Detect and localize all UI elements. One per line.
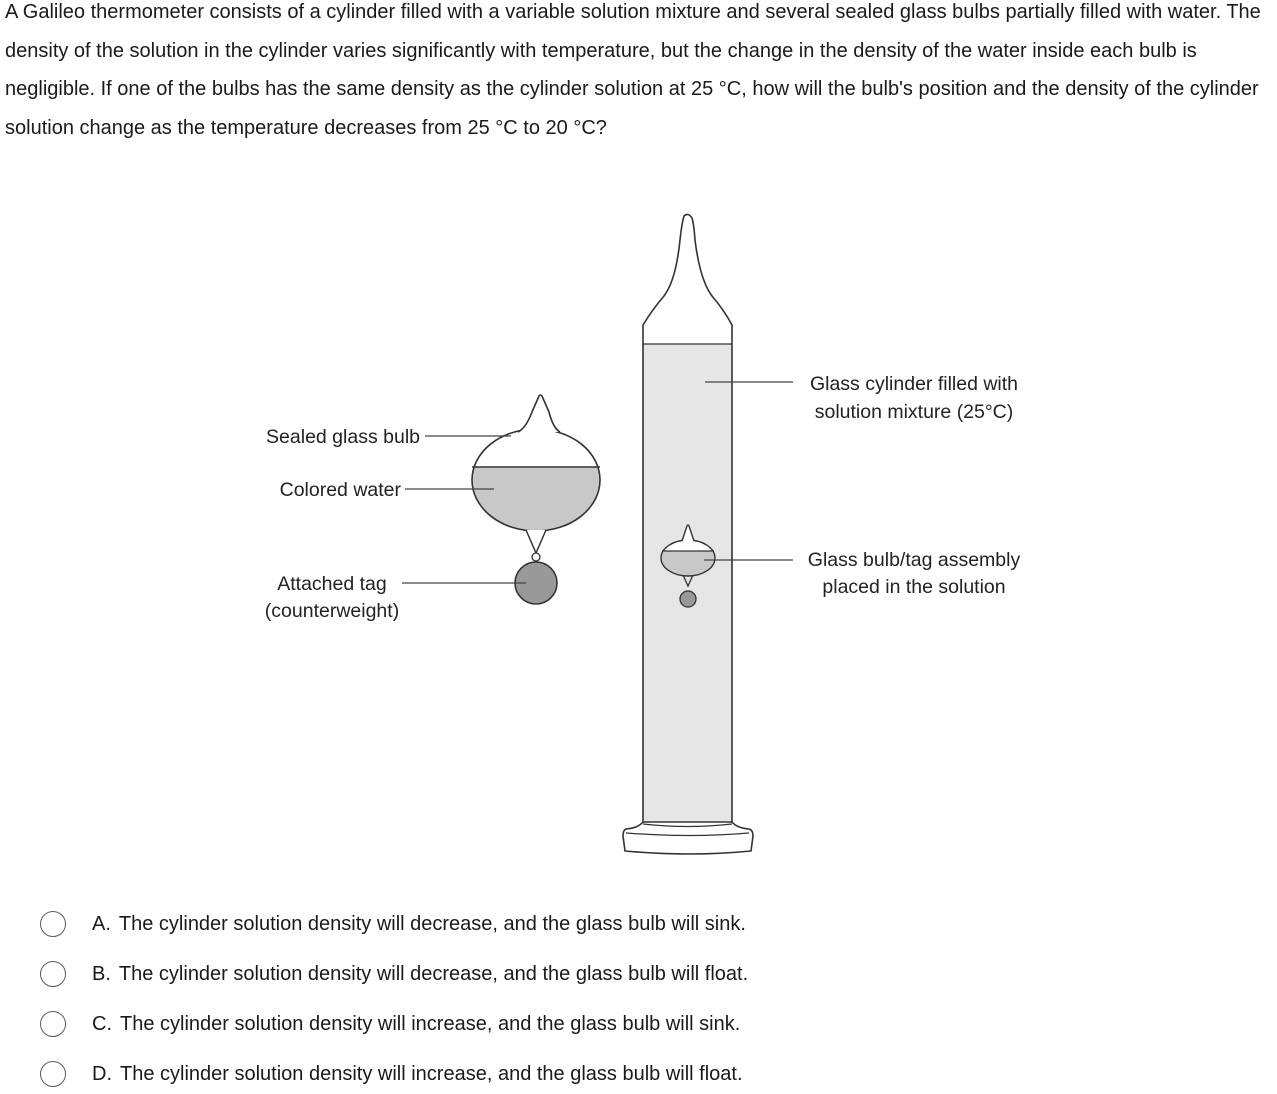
label-attached-tag: Attached tag — [277, 573, 387, 595]
choice-letter: D. — [92, 1062, 112, 1085]
label-counterweight: (counterweight) — [264, 600, 400, 622]
small-tag — [680, 591, 696, 607]
choice-text: The cylinder solution density will increase, and the glass bulb will sink. — [120, 1012, 741, 1035]
radio-a[interactable] — [40, 911, 66, 937]
label-cylinder-line1: Glass cylinder filled with — [809, 373, 1019, 395]
label-assembly-line2: placed in the solution — [822, 576, 1006, 598]
choice-text: The cylinder solution density will decrease, and the glass bulb will float. — [118, 962, 749, 985]
radio-c[interactable] — [40, 1011, 66, 1037]
radio-b[interactable] — [40, 961, 66, 987]
label-colored-water: Colored water — [279, 479, 401, 501]
choice-c[interactable] — [40, 1004, 740, 1044]
label-sealed-glass-bulb: Sealed glass bulb — [266, 426, 420, 448]
radio-d[interactable] — [40, 1061, 66, 1087]
label-cylinder-line2: solution mixture (25°C) — [814, 401, 1014, 423]
choice-d[interactable] — [40, 1054, 743, 1094]
choice-letter: B. — [92, 962, 111, 985]
enlarged-glass-bulb — [470, 395, 602, 604]
label-assembly-line1: Glass bulb/tag assembly — [807, 549, 1021, 571]
choice-text: The cylinder solution density will decrease, and the glass bulb will sink. — [118, 912, 746, 935]
question-stem: A Galileo thermometer consists of a cylinder filled with a variable solution mixture and several sealed glass bulbs partially filled with water. The density of the solution in the cylinder varies significantly with temperature, but the change in the density of the water inside each bulb is negligible. If one of the bulbs has the same density as the cylinder solution at 25 °C, how will the bulb's position and the density of the cylinder solution change as the temperature decreases from 25 °C to 20 °C? — [5, 1, 1261, 139]
colored-water — [470, 467, 602, 537]
choice-a[interactable] — [40, 904, 746, 944]
choice-letter: C. — [92, 1012, 112, 1035]
choice-text: The cylinder solution density will increase, and the glass bulb will float. — [120, 1062, 743, 1085]
choice-letter: A. — [92, 912, 111, 935]
choice-b[interactable] — [40, 954, 748, 994]
